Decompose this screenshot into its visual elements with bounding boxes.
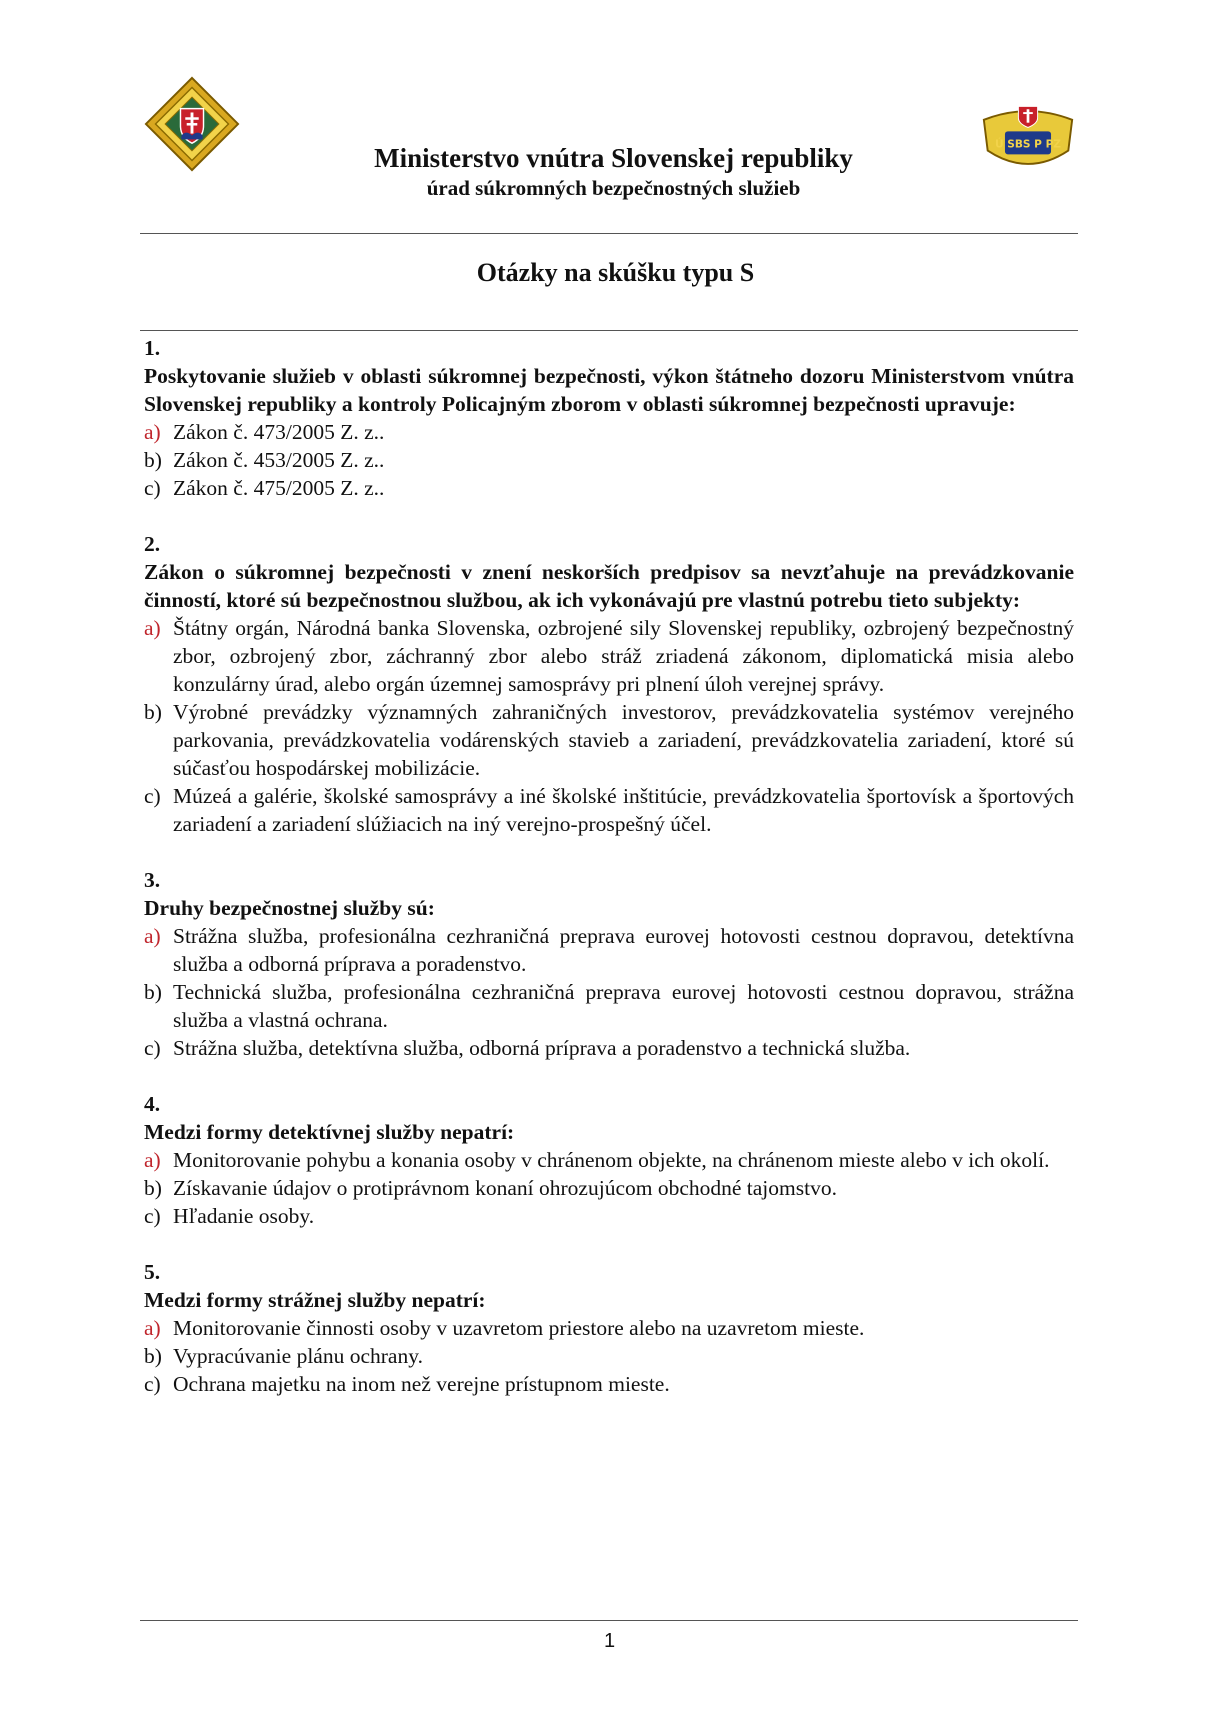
correct-answer-letter: a) — [144, 420, 161, 444]
question-block — [144, 1258, 1074, 1398]
answer-letter: b) — [144, 700, 162, 724]
answer-option — [144, 1034, 1074, 1062]
answer-text: Zákon č. 475/2005 Z. z.. — [173, 476, 385, 500]
ministry-name: Ministerstvo vnútra Slovenskej republiky — [374, 143, 853, 173]
question-text: Medzi formy detektívnej služby nepatrí: — [144, 1120, 515, 1144]
answer-option — [144, 474, 1074, 502]
answer-text: Strážna služba, profesionálna cezhraničná preprava eurovej hotovosti cestnou dopravou, detektívna služba a odborná príprava a poradenstvo. — [173, 924, 1074, 976]
correct-answer-letter: a) — [144, 1148, 161, 1172]
answer-letter: b) — [144, 448, 162, 472]
question-number: 5. — [144, 1260, 161, 1284]
answer-letter: c) — [144, 476, 161, 500]
correct-answer-letter: a) — [144, 1316, 161, 1340]
question-text: Medzi formy strážnej služby nepatrí: — [144, 1288, 486, 1312]
question-number: 3. — [144, 868, 161, 892]
question-text: Poskytovanie služieb v oblasti súkromnej bezpečnosti, výkon štátneho dozoru Ministerstvom vnútra Slovenskej republiky a kontroly Policajným zborom v oblasti súkromnej bezpečnosti upravuje: — [144, 364, 1074, 416]
answer-text: Zákon č. 453/2005 Z. z.. — [173, 448, 385, 472]
answer-text: Ochrana majetku na inom než verejne prístupnom mieste. — [173, 1372, 670, 1396]
answer-option — [144, 1174, 1074, 1202]
answer-text: Monitorovanie činnosti osoby v uzavretom priestore alebo na uzavretom mieste. — [173, 1316, 865, 1340]
answer-text: Štátny orgán, Národná banka Slovenska, ozbrojené sily Slovenskej republiky, ozbrojený bezpečnostný zbor, ozbrojený zbor, záchranný zbor alebo stráž zriadená zákonom, diplomatická misia alebo konzulárny úrad, alebo orgán územnej samosprávy pri plnení úloh verejnej správy. — [173, 616, 1074, 696]
answer-options — [144, 922, 1074, 1062]
answer-letter: c) — [144, 1204, 161, 1228]
answer-option — [144, 446, 1074, 474]
answer-text: Monitorovanie pohybu a konania osoby v chránenom objekte, na chránenom mieste alebo v ich okolí. — [173, 1148, 1050, 1172]
answer-option — [144, 1202, 1074, 1230]
answer-letter: b) — [144, 1176, 162, 1200]
correct-answer-letter: a) — [144, 924, 161, 948]
footer-divider — [140, 1620, 1078, 1621]
question-number: 1. — [144, 336, 161, 360]
answer-letter: b) — [144, 980, 162, 1004]
document-title: Otázky na skúšku typu S — [476, 258, 755, 287]
answer-options — [144, 418, 1074, 502]
answer-letter: c) — [144, 1036, 161, 1060]
answer-option — [144, 1342, 1074, 1370]
answer-option — [144, 978, 1074, 1034]
question-block — [144, 530, 1074, 838]
answer-option — [144, 1146, 1074, 1174]
title-divider — [140, 330, 1078, 331]
question-block — [144, 1090, 1074, 1230]
answer-option — [144, 698, 1074, 782]
answer-option — [144, 782, 1074, 838]
answer-options — [144, 614, 1074, 838]
answer-option — [144, 418, 1074, 446]
answer-options — [144, 1146, 1074, 1230]
answer-text: Múzeá a galérie, školské samosprávy a iné školské inštitúcie, prevádzkovatelia športovísk a športových zariadení a zariadení slúžiacich na iný verejno-prospešný účel. — [173, 784, 1074, 836]
answer-letter: b) — [144, 1344, 162, 1368]
answer-option — [144, 1314, 1074, 1342]
office-name: úrad súkromných bezpečnostných služieb — [426, 176, 801, 200]
question-text: Druhy bezpečnostnej služby sú: — [144, 896, 435, 920]
answer-text: Získavanie údajov o protiprávnom konaní ohrozujúcom obchodné tajomstvo. — [173, 1176, 837, 1200]
question-number: 2. — [144, 532, 161, 556]
question-block — [144, 334, 1074, 502]
question-block — [144, 866, 1074, 1062]
answer-option — [144, 1370, 1074, 1398]
answer-letter: c) — [144, 1372, 161, 1396]
answer-letter: c) — [144, 784, 161, 808]
usbs-badge-text: Ú SBS P PZ — [995, 138, 1061, 151]
question-list — [144, 334, 1074, 1426]
answer-text: Technická služba, profesionálna cezhraničná preprava eurovej hotovosti cestnou dopravou, strážna služba a vlastná ochrana. — [173, 980, 1074, 1032]
question-number: 4. — [144, 1092, 161, 1116]
answer-text: Zákon č. 473/2005 Z. z.. — [173, 420, 385, 444]
question-text: Zákon o súkromnej bezpečnosti v znení neskorších predpisov sa nevzťahuje na prevádzkovanie činností, ktoré sú bezpečnostnou službou, ak ich vykonávajú pre vlastnú potrebu tieto subjekty: — [144, 560, 1074, 612]
page-number: 1 — [603, 1630, 616, 1652]
answer-option — [144, 922, 1074, 978]
answer-options — [144, 1314, 1074, 1398]
header-divider — [140, 233, 1078, 234]
answer-text: Strážna služba, detektívna služba, odborná príprava a poradenstvo a technická služba. — [173, 1036, 911, 1060]
answer-text: Výrobné prevádzky významných zahraničných investorov, prevádzkovatelia systémov verejného parkovania, prevádzkovatelia vodárenských stavieb a zariadení, prevádzkovatelia zariadení, ktoré sú súčasťou hospodárskej mobilizácie. — [173, 700, 1074, 780]
correct-answer-letter: a) — [144, 616, 161, 640]
document-header — [140, 142, 1079, 202]
answer-option — [144, 614, 1074, 698]
answer-text: Hľadanie osoby. — [173, 1204, 315, 1228]
answer-text: Vypracúvanie plánu ochrany. — [173, 1344, 423, 1368]
